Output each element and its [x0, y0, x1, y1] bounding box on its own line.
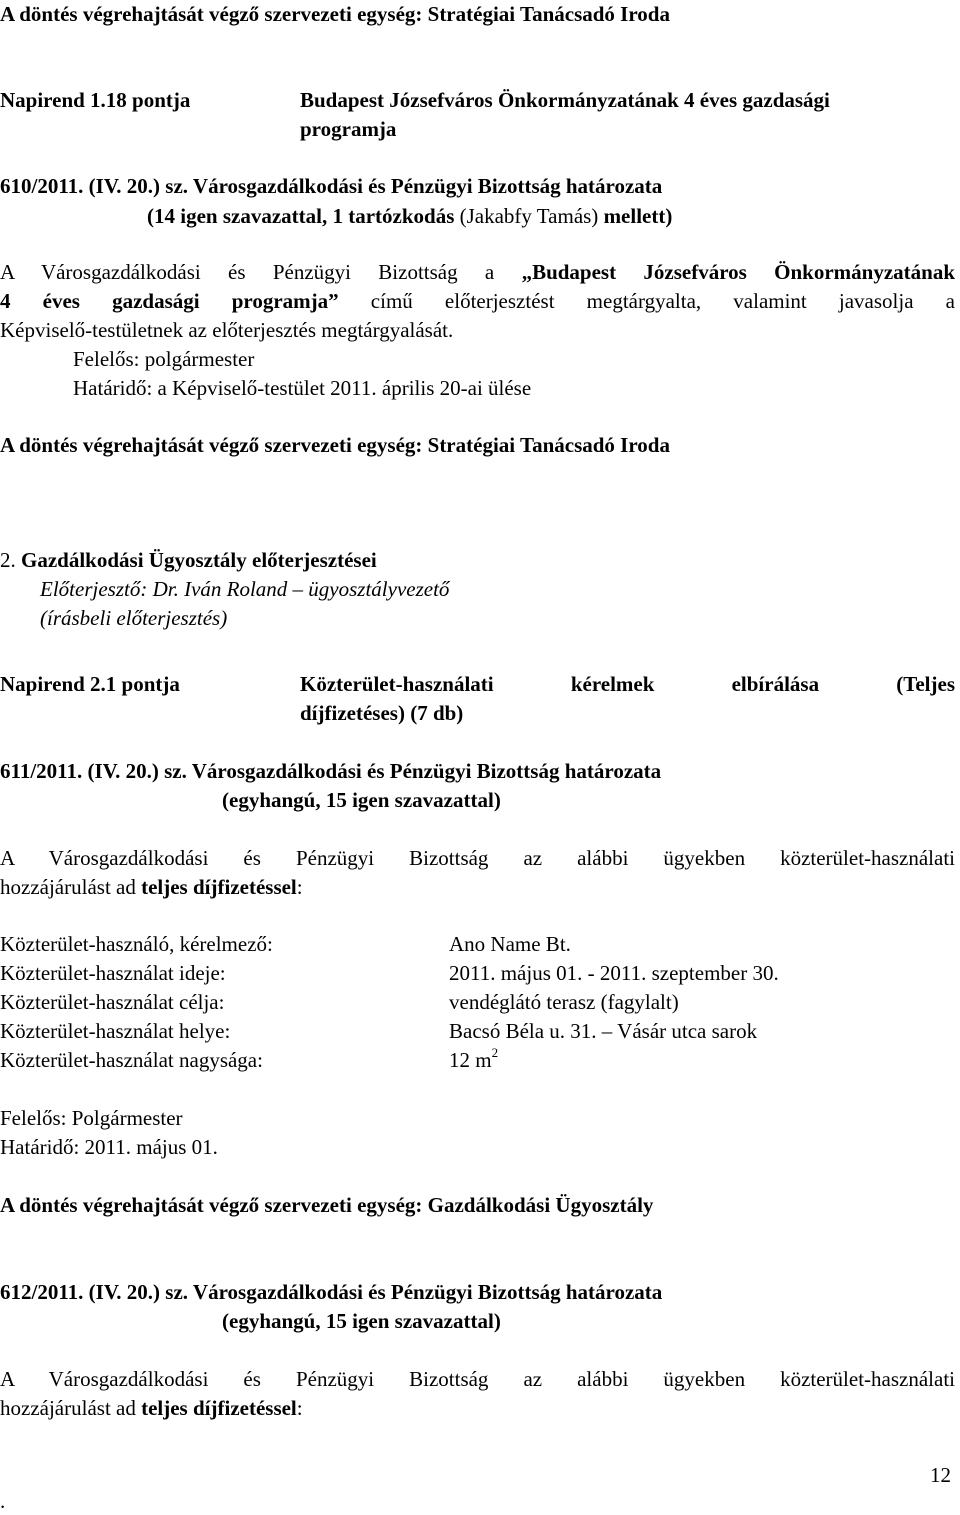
resolution-text-line — [0, 259, 955, 285]
text-part-bold: „Budapest Józsefváros Önkormányzatának — [521, 260, 955, 284]
detail-label: Közterület-használat helye: — [0, 1019, 231, 1043]
detail-label: Közterület-használat célja: — [0, 990, 225, 1014]
text-part: : — [296, 875, 303, 899]
vote-abstainer: (Jakabfy Tamás) — [459, 204, 599, 228]
page-number: 12 — [930, 1463, 951, 1487]
section-number: 2. — [0, 548, 16, 572]
resolution-text-line: A Városgazdálkodási és Pénzügyi Bizottság az alábbi ügyekben közterület-használati — [0, 846, 955, 870]
resolution-header — [0, 758, 661, 784]
section-title — [0, 547, 377, 573]
title-word: elbírálása — [731, 672, 820, 696]
resolution-number: 611/2011. (IV. 20.) sz. — [0, 759, 187, 783]
written-note: (írásbeli előterjesztés) — [40, 606, 228, 630]
exec-unit-top: A döntés végrehajtását végző szervezeti egység: Stratégiai Tanácsadó Iroda — [0, 2, 670, 26]
agenda-item-title-cont: díjfizetéses) (7 db) — [300, 701, 464, 725]
text-part: : — [296, 1396, 303, 1420]
presenter: Előterjesztő: Dr. Iván Roland – ügyosztályvezető — [40, 577, 450, 601]
agenda-item-label: Napirend 1.18 pontja — [0, 88, 191, 112]
resolution-number: 610/2011. (IV. 20.) sz. — [0, 174, 189, 198]
text-part: című előterjesztést megtárgyalta, valamint javasolja a — [370, 289, 956, 313]
title-word: Közterület-használati — [300, 672, 494, 696]
text-part-bold: teljes díjfizetéssel — [141, 1396, 297, 1420]
resolution-committee: Városgazdálkodási és Pénzügyi Bizottság határozata — [192, 1280, 663, 1304]
resolution-header — [0, 1279, 662, 1305]
resolution-text-line — [0, 288, 955, 314]
responsible: Felelős: polgármester — [73, 347, 255, 371]
resolution-committee: Városgazdálkodási és Pénzügyi Bizottság határozata — [191, 759, 662, 783]
resolution-text-line: Képviselő-testületnek az előterjesztés megtárgyalását. — [0, 318, 454, 342]
resolution-vote: (egyhangú, 15 igen szavazattal) — [222, 1309, 501, 1333]
text-part: hozzájárulást ad — [0, 1396, 136, 1420]
text-part: hozzájárulást ad — [0, 875, 136, 899]
text-part-bold: 4 éves gazdasági programja” — [0, 289, 339, 313]
detail-label: Közterület-használat nagysága: — [0, 1048, 263, 1072]
detail-value: 2011. május 01. - 2011. szeptember 30. — [449, 961, 779, 985]
resolution-text-line — [0, 1395, 303, 1421]
detail-label: Közterület-használó, kérelmező: — [0, 932, 273, 956]
exec-unit: A döntés végrehajtását végző szervezeti egység: Stratégiai Tanácsadó Iroda — [0, 433, 670, 457]
resolution-committee: Városgazdálkodási és Pénzügyi Bizottság határozata — [192, 174, 663, 198]
area-value: 12 m — [449, 1048, 492, 1072]
text-part: A Városgazdálkodási és Pénzügyi Bizottság a — [0, 260, 495, 284]
text-part-bold: teljes díjfizetéssel — [141, 875, 297, 899]
detail-label: Közterület-használat ideje: — [0, 961, 226, 985]
exec-unit: A döntés végrehajtását végző szervezeti egység: Gazdálkodási Ügyosztály — [0, 1193, 654, 1217]
title-word: kérelmek — [570, 672, 655, 696]
agenda-item-label: Napirend 2.1 pontja — [0, 672, 180, 696]
detail-value: Ano Name Bt. — [449, 932, 571, 956]
resolution-text-line — [0, 874, 303, 900]
title-word: (Teljes — [896, 672, 955, 696]
resolution-vote — [147, 203, 672, 229]
agenda-item-title: Budapest Józsefváros Önkormányzatának 4 éves gazdasági — [300, 88, 830, 112]
resolution-number: 612/2011. (IV. 20.) sz. — [0, 1280, 189, 1304]
footer-dot: . — [0, 1489, 6, 1513]
section-heading: Gazdálkodási Ügyosztály előterjesztései — [21, 548, 377, 572]
deadline: Határidő: a Képviselő-testület 2011. április 20-ai ülése — [73, 376, 532, 400]
vote-suffix: mellett) — [603, 204, 673, 228]
resolution-vote: (egyhangú, 15 igen szavazattal) — [222, 788, 501, 812]
detail-value: vendéglátó terasz (fagylalt) — [449, 990, 679, 1014]
detail-value — [449, 1047, 498, 1073]
resolution-text-line: A Városgazdálkodási és Pénzügyi Bizottság az alábbi ügyekben közterület-használati — [0, 1367, 955, 1391]
detail-value: Bacsó Béla u. 31. – Vásár utca sarok — [449, 1019, 758, 1043]
agenda-item-title-cont: programja — [300, 117, 397, 141]
area-unit-exponent: 2 — [491, 1045, 499, 1060]
vote-count: (14 igen szavazattal, 1 tartózkodás — [147, 204, 455, 228]
deadline: Határidő: 2011. május 01. — [0, 1135, 218, 1159]
resolution-header — [0, 173, 662, 199]
agenda-item-title — [300, 671, 955, 697]
responsible: Felelős: Polgármester — [0, 1106, 183, 1130]
